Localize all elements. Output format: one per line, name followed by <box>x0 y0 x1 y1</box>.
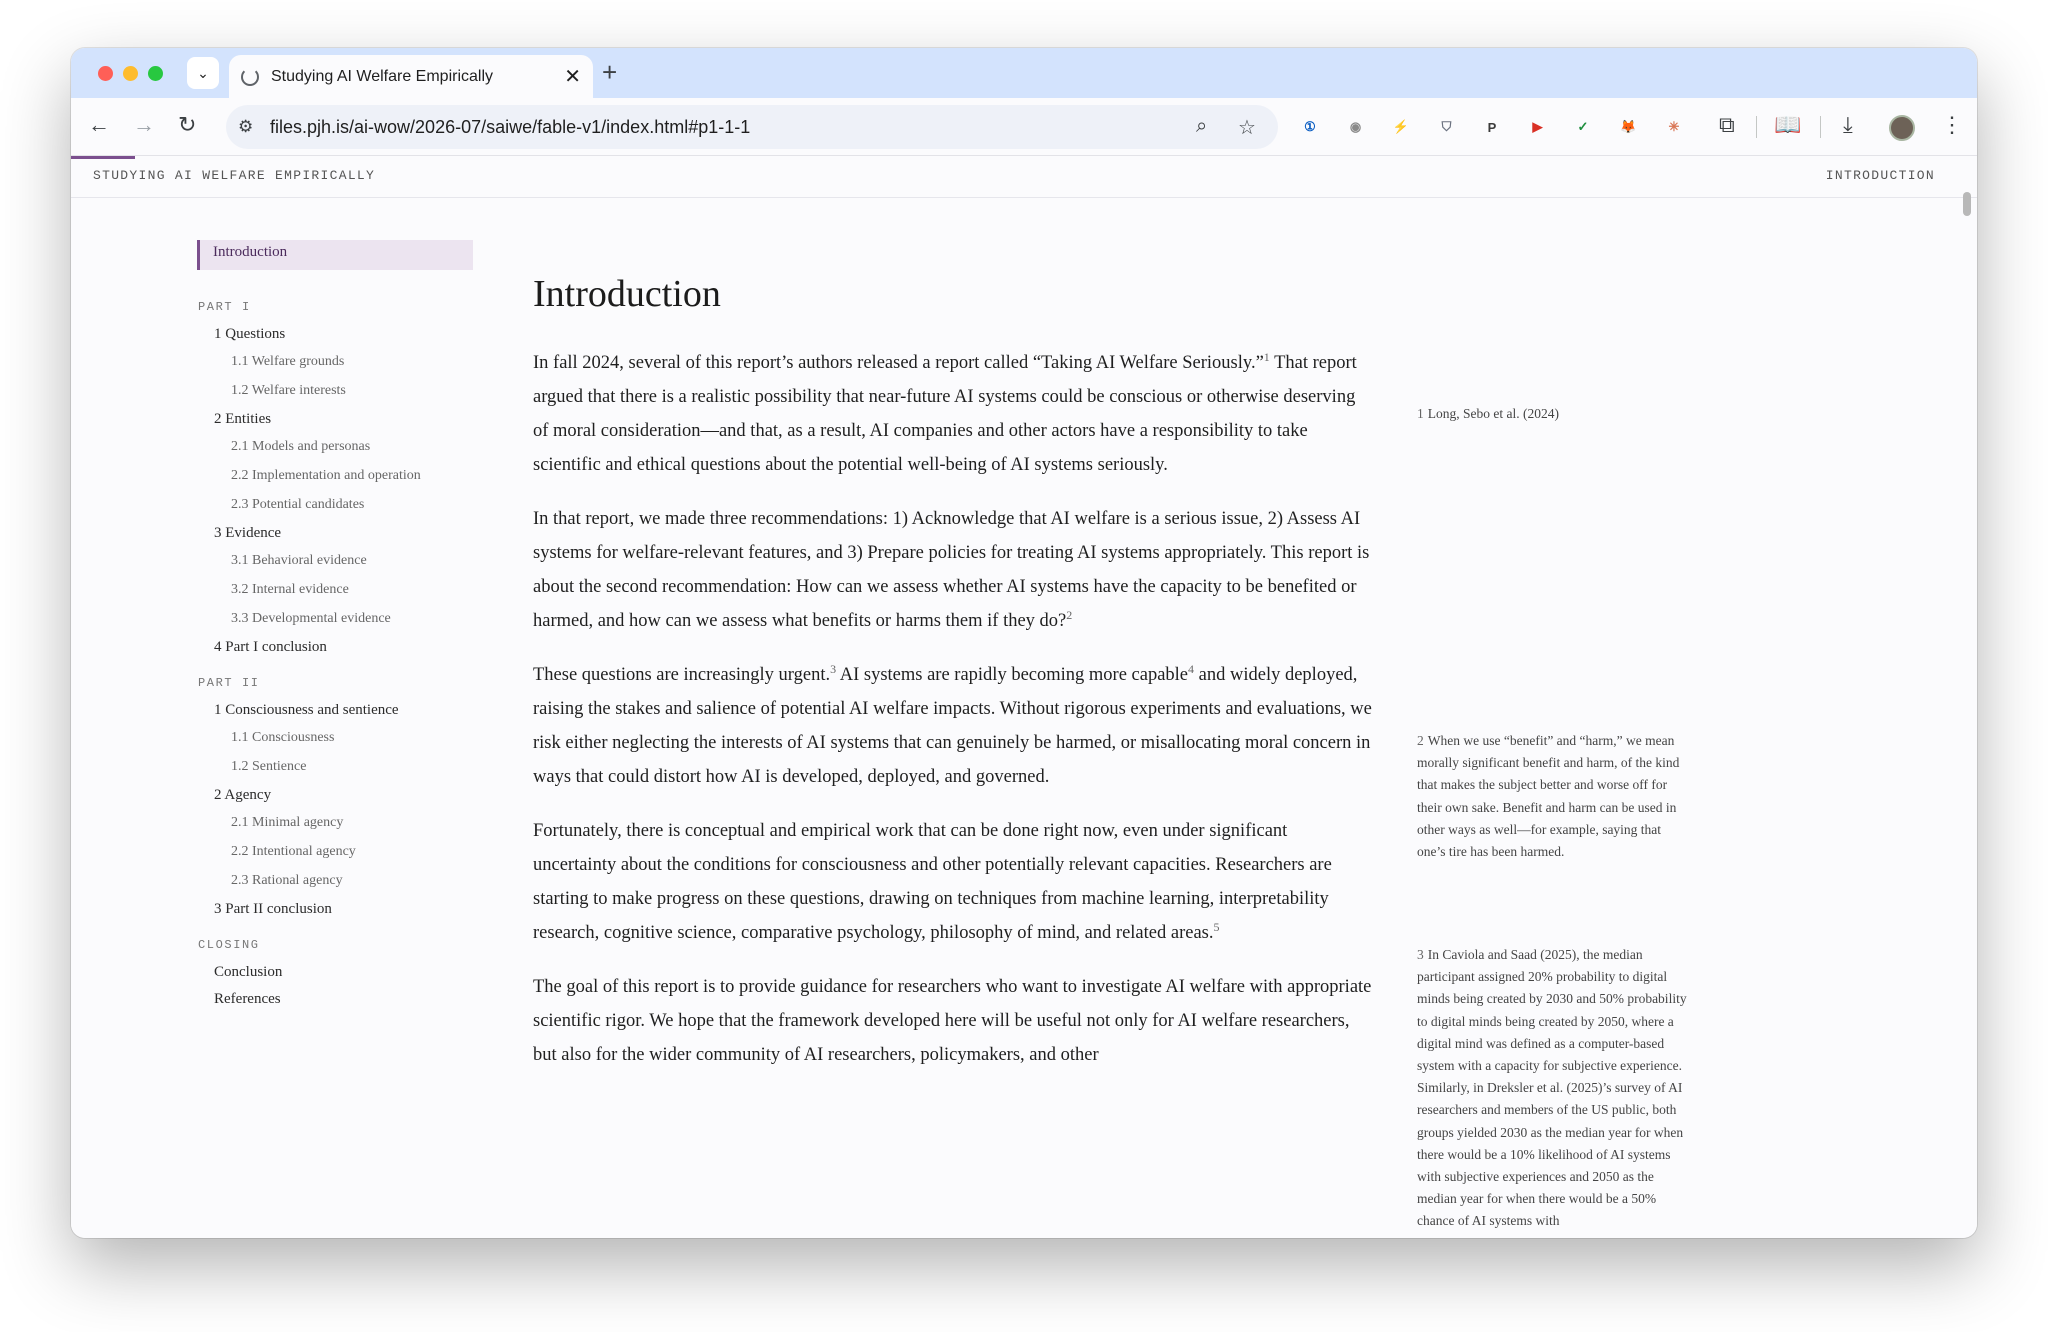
toc-item[interactable]: 2.1 Models and personas <box>231 439 371 454</box>
shield-icon[interactable]: ⛉ <box>1441 119 1452 134</box>
active-tab[interactable] <box>229 55 593 98</box>
footnote-ref[interactable]: 5 <box>1213 919 1220 934</box>
toc-item[interactable]: 2.3 Potential candidates <box>231 497 365 512</box>
toc-item[interactable]: 3 Evidence <box>214 525 282 541</box>
toc-closing-list <box>197 964 473 1008</box>
onepassword-icon[interactable]: ① <box>1304 119 1316 134</box>
play-icon[interactable]: ▶ <box>1532 119 1543 134</box>
paragraph <box>533 502 1373 638</box>
toc-item[interactable]: Conclusion <box>214 964 283 980</box>
tab-title: Studying AI Welfare Empirically <box>271 67 494 85</box>
paragraph-text: In that report, we made three recommendations: 1) Acknowledge that AI welfare is a serious issue, 2) Assess AI systems for welfare-relevant features, and 3) Prepare policies for treating AI systems appropriately. This report is about the second recommendation: How can we assess whether AI systems have the capacity to be benefited or harmed, and how can we assess what benefits or harms them if they do? <box>533 509 1370 631</box>
toc-item[interactable]: 4 Part I conclusion <box>214 639 327 655</box>
reading-progress-bar <box>71 156 135 159</box>
toc-item[interactable]: 2.1 Minimal agency <box>231 815 344 830</box>
paragraph-text: In fall 2024, several of this report’s authors released a report called “Taking AI Welfare Seriously.” <box>533 353 1264 373</box>
toc-item[interactable]: 1.2 Sentience <box>231 759 307 774</box>
extensions-puzzle-icon[interactable]: ⧉ <box>1719 112 1735 137</box>
toc-item[interactable]: References <box>214 991 281 1007</box>
toc-item[interactable]: 2.2 Intentional agency <box>231 844 356 859</box>
running-header <box>71 156 1977 198</box>
paragraph: The goal of this report is to provide guidance for researchers who want to investigate AI welfare with appropriate scientific rigor. We hope that the framework developed here will be useful not only for AI welfare researchers, but also for the wider community of AI researchers, policymakers, and other <box>533 977 1372 1065</box>
sidenote <box>1417 403 1692 425</box>
footnote-ref[interactable]: 4 <box>1188 661 1195 676</box>
running-head-title: STUDYING AI WELFARE EMPIRICALLY <box>93 168 376 183</box>
url-text[interactable]: files.pjh.is/ai-wow/2026-07/saiwe/fable-v1/index.html#p1-1-1 <box>270 117 751 137</box>
sidenote-number: 3 <box>1417 947 1424 962</box>
fox-icon[interactable]: 🦊 <box>1620 119 1637 134</box>
paragraph-text: These questions are increasingly urgent. <box>533 665 831 685</box>
toc-item[interactable]: 2.3 Rational agency <box>231 873 343 888</box>
toc-part-label: PART II <box>198 676 260 690</box>
toc-item[interactable]: 2 Agency <box>214 787 272 803</box>
forward-arrow-icon[interactable]: → <box>133 112 155 137</box>
asterisk-icon[interactable]: ✳ <box>1668 119 1680 134</box>
maximize-window-button[interactable] <box>148 66 163 81</box>
toc-item[interactable]: 1 Consciousness and sentience <box>214 702 399 718</box>
sidenote-number: 2 <box>1417 733 1424 748</box>
sidenote-text: Long, Sebo et al. (2024) <box>1427 406 1559 421</box>
toc-part-i-list <box>197 326 473 656</box>
close-tab-icon[interactable]: ✕ <box>564 66 581 88</box>
browser-toolbar <box>71 98 1977 156</box>
reload-icon[interactable]: ↻ <box>178 112 197 137</box>
loading-spinner-icon <box>241 68 259 86</box>
chevron-down-icon: ⌄ <box>197 64 209 81</box>
paragraph-text: and widely deployed, raising the stakes and salience of potential AI welfare impacts. Without rigorous experiments and evaluations, we risk either neglecting the interests of AI systems that can genuinely be harmed, or misallocating moral concern in ways that could distort how AI is developed, deployed, and governed. <box>533 665 1372 787</box>
site-settings-icon[interactable]: ⚙ <box>238 117 254 136</box>
sidenote-text: When we use “benefit” and “harm,” we mean morally significant benefit and harm, of the kind that makes the subject better and worse off for their own sake. Benefit and harm can be used in other ways as well—for example, saying that one’s tire has been harmed. <box>1417 733 1680 860</box>
tab-search-button[interactable] <box>187 57 219 89</box>
toc-part-label: CLOSING <box>198 938 260 952</box>
toolbar-divider <box>1820 116 1821 138</box>
reading-list-icon[interactable]: 📖 <box>1774 112 1802 137</box>
toc-item[interactable]: 1.1 Welfare grounds <box>231 354 345 369</box>
scrollbar-thumb[interactable] <box>1963 192 1971 216</box>
paragraph <box>533 814 1373 950</box>
lightning-icon[interactable]: ⚡ <box>1392 119 1410 134</box>
toc-item[interactable]: 1.1 Consciousness <box>231 730 335 745</box>
footnote-ref[interactable]: 1 <box>1263 349 1270 364</box>
toc-item[interactable]: 1 Questions <box>214 326 286 342</box>
sidenote-text: In Caviola and Saad (2025), the median participant assigned 20% probability to digital minds being created by 2030 and 50% probability to digital minds being created by 2050, where a digital mind was defined as a computer-based system with a capacity for subjective experience. Similarly, in Dreksler et al. (2025)’s survey of AI researchers and members of the US public, both groups yielded 2030 as the median year for when there would be a 10% likelihood of AI systems with subjective experiences and 2050 as the median year for when there would be a 50% chance of AI systems with <box>1417 947 1687 1229</box>
paragraph <box>533 658 1373 794</box>
toc-item[interactable]: 3.1 Behavioral evidence <box>231 553 367 568</box>
p-extension-icon[interactable]: P <box>1487 119 1497 135</box>
toc-item[interactable]: 1.2 Welfare interests <box>231 383 346 398</box>
zoom-icon[interactable]: ⌕ <box>1196 115 1208 137</box>
toc-part-ii-list <box>197 702 473 918</box>
toc-item[interactable]: 3.2 Internal evidence <box>231 582 349 597</box>
profile-avatar[interactable] <box>1889 115 1915 141</box>
browser-window <box>71 48 1977 1238</box>
running-head-section: INTRODUCTION <box>1825 168 1935 183</box>
new-tab-button[interactable]: + <box>602 57 618 87</box>
paragraph <box>533 346 1373 482</box>
bookmark-star-icon[interactable]: ☆ <box>1238 117 1256 139</box>
toc-item[interactable]: 3 Part II conclusion <box>214 901 332 917</box>
sidenote <box>1417 944 1692 1233</box>
download-icon[interactable]: ⤓ <box>1843 112 1853 137</box>
address-bar[interactable] <box>226 105 1278 149</box>
toc-item[interactable]: 3.3 Developmental evidence <box>231 611 391 626</box>
toc-part-label: PART I <box>198 300 251 314</box>
page-content <box>71 156 1977 1238</box>
paragraph-text: That report argued that there is a realistic possibility that near-future AI systems could be conscious or otherwise deserving of moral consideration—and that, as a result, AI companies and other actors have a responsibility to take scientific and ethical questions about the potential well-being of AI systems seriously. <box>533 353 1357 475</box>
toc-item-introduction[interactable]: Introduction <box>197 240 473 270</box>
toolbar-divider <box>1756 116 1757 138</box>
table-of-contents <box>197 240 473 1008</box>
window-controls <box>98 66 163 81</box>
paragraph-text: Fortunately, there is conceptual and empirical work that can be done right now, even under significant uncertainty about the conditions for consciousness and other potentially relevant capacities. Researchers are starting to make progress on these questions, drawing on techniques from machine learning, interpretability research, cognitive science, comparative psychology, philosophy of mind, and related areas. <box>533 821 1332 943</box>
tab-strip <box>71 48 1977 98</box>
minimize-window-button[interactable] <box>123 66 138 81</box>
more-menu-icon[interactable]: ⋮ <box>1941 112 1963 137</box>
article <box>533 272 1373 1092</box>
back-arrow-icon[interactable]: ← <box>88 112 110 137</box>
green-shield-icon[interactable]: ✓ <box>1577 119 1589 134</box>
toc-item[interactable]: 2.2 Implementation and operation <box>231 468 421 483</box>
footnote-ref[interactable]: 3 <box>830 661 837 676</box>
sidenote <box>1417 730 1692 863</box>
toc-item[interactable]: 2 Entities <box>214 411 272 427</box>
camera-icon[interactable]: ◉ <box>1349 119 1362 134</box>
paragraph-text: AI systems are rapidly becoming more capable <box>836 665 1189 685</box>
close-window-button[interactable] <box>98 66 113 81</box>
sidenote-number: 1 <box>1417 406 1424 421</box>
page-title: Introduction <box>533 273 721 315</box>
footnote-ref[interactable]: 2 <box>1066 607 1073 622</box>
